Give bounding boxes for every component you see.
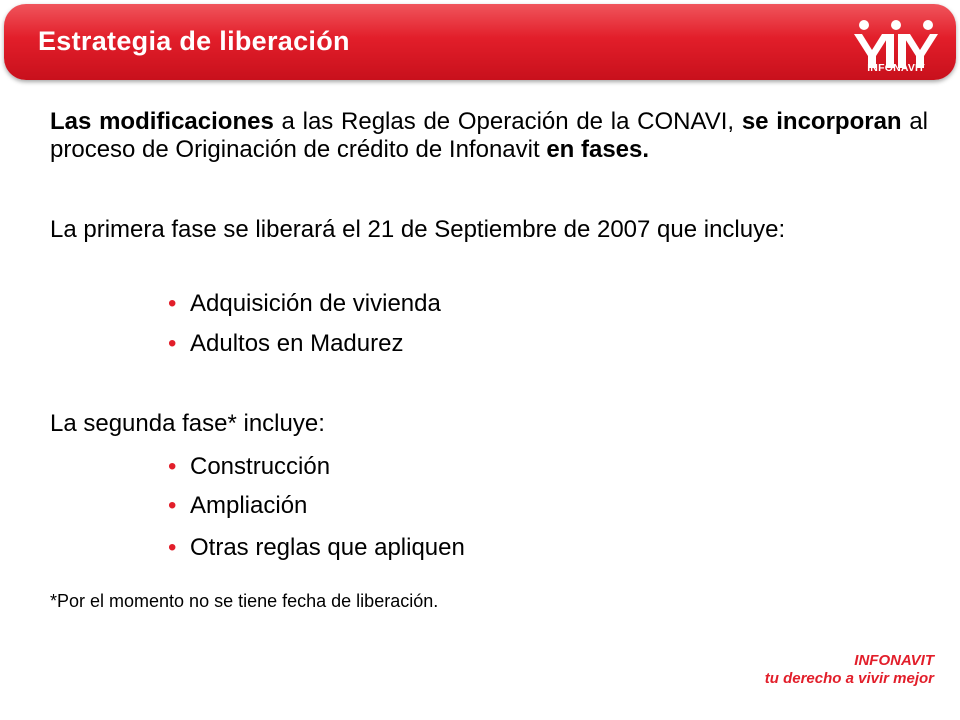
intro-bold-1: Las modificaciones xyxy=(50,108,274,135)
list-item xyxy=(168,492,307,520)
bullet-icon: • xyxy=(168,534,177,561)
list-item xyxy=(168,453,330,481)
bullet-icon: • xyxy=(168,330,177,357)
phase1-paragraph: La primera fase se liberará el 21 de Septiembre de 2007 que incluye: xyxy=(50,216,786,243)
footer-brand-name: INFONAVIT xyxy=(854,652,934,669)
list-item-label: Adquisición de vivienda xyxy=(190,290,441,317)
bullet-icon: • xyxy=(168,290,177,317)
page-title: Estrategia de liberación xyxy=(38,26,350,56)
list-item xyxy=(168,290,441,318)
footer-slogan: tu derecho a vivir mejor xyxy=(764,670,934,687)
intro-bold-2: se incorporan xyxy=(741,108,902,135)
title-bar xyxy=(4,4,956,80)
list-item-label: Ampliación xyxy=(190,492,308,519)
list-item-label: Adultos en Madurez xyxy=(190,330,404,357)
phase2-paragraph: La segunda fase* incluye: xyxy=(50,410,325,437)
intro-bold-3: en fases. xyxy=(546,136,650,163)
list-item-label: Construcción xyxy=(190,453,331,480)
list-item xyxy=(168,534,465,562)
intro-text-2: al proceso de Originación de crédito de Infonavit xyxy=(50,108,929,163)
list-item xyxy=(168,330,403,358)
logo-text: INFONAVIT xyxy=(867,62,925,74)
footnote: *Por el momento no se tiene fecha de liberación. xyxy=(50,591,439,611)
intro-paragraph xyxy=(50,108,928,164)
bullet-icon: • xyxy=(168,492,177,519)
list-item-label: Otras reglas que apliquen xyxy=(190,534,465,561)
bullet-icon: • xyxy=(168,453,177,480)
footer-brand xyxy=(765,652,934,688)
intro-text-1: a las Reglas de Operación de la CONAVI, xyxy=(273,108,742,135)
